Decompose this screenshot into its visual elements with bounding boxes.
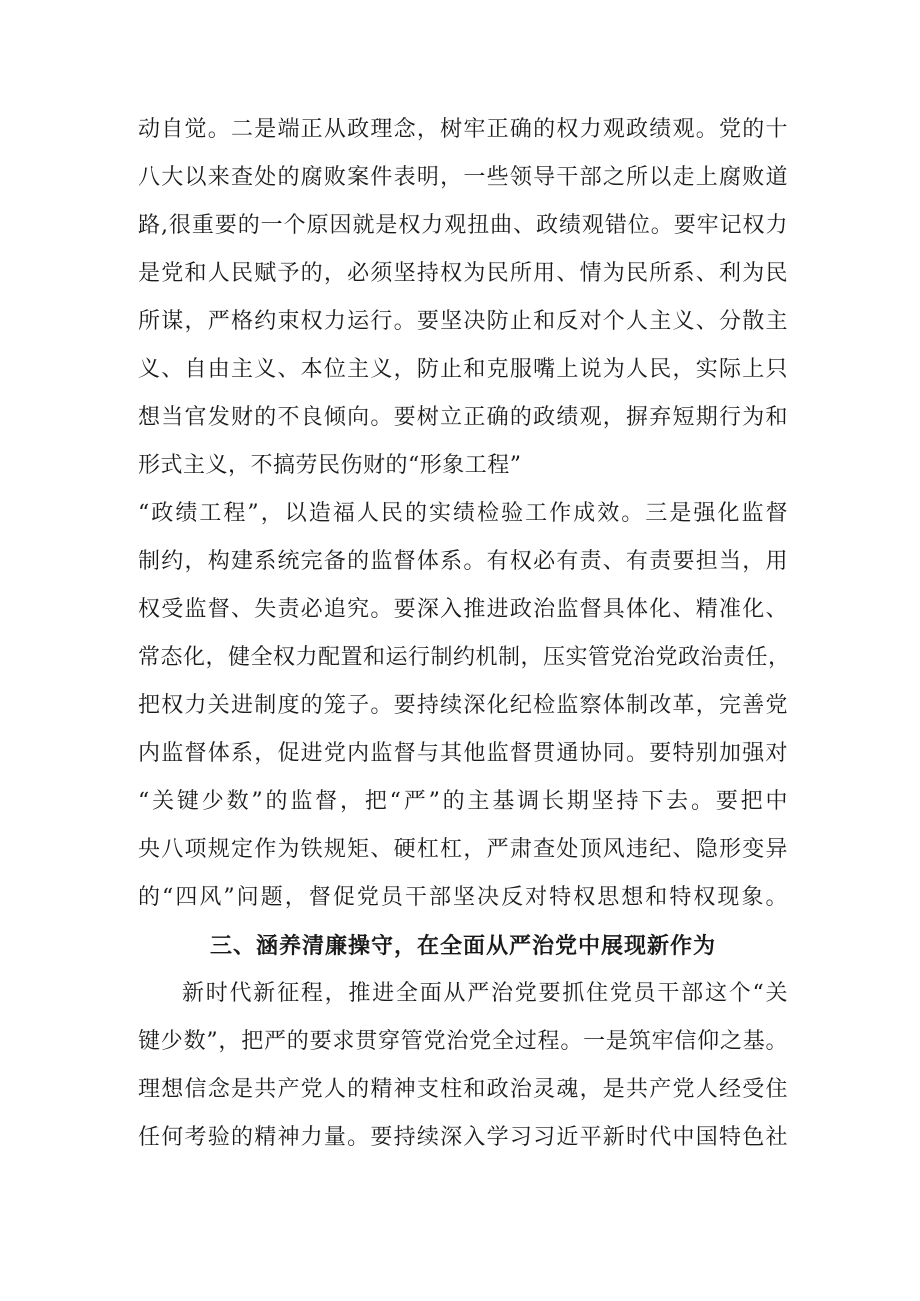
text-line: 把权力关进制度的笼子。要持续深化纪检监察体制改革，完善党 <box>138 693 788 718</box>
text-line: 路,很重要的一个原因就是权力观扭曲、政绩观错位。要牢记权力 <box>138 213 788 238</box>
text-line: 义、自由主义、本位主义，防止和克服嘴上说为人民，实际上只 <box>138 357 788 382</box>
text-line: 内监督体系，促进党内监督与其他监督贯通协同。要特别加强对 <box>138 741 788 766</box>
text-line: 制约，构建系统完备的监督体系。有权必有责、有责要担当，用 <box>138 549 788 574</box>
text-line: 新时代新征程，推进全面从严治党要抓住党员干部这个“关 <box>182 981 788 1006</box>
text-line: 是党和人民赋予的，必须坚持权为民所用、情为民所系、利为民 <box>138 261 788 286</box>
text-line: 任何考验的精神力量。要持续深入学习习近平新时代中国特色社 <box>138 1125 788 1150</box>
text-line: “政绩工程”，以造福人民的实绩检验工作成效。三是强化监督 <box>138 501 788 526</box>
text-line: 键少数”，把严的要求贯穿管党治党全过程。一是筑牢信仰之基。 <box>138 1029 788 1054</box>
text-line: 央八项规定作为铁规矩、硬杠杠，严肃查处顶风违纪、隐形变异 <box>138 837 788 862</box>
text-line: 的“四风”问题，督促党员干部坚决反对特权思想和特权现象。 <box>138 885 788 910</box>
text-line: 权受监督、失责必追究。要深入推进政治监督具体化、精准化、 <box>138 597 788 622</box>
text-line: 理想信念是共产党人的精神支柱和政治灵魂，是共产党人经受住 <box>138 1077 788 1102</box>
text-line: 动自觉。二是端正从政理念，树牢正确的权力观政绩观。党的十 <box>138 117 788 142</box>
text-line: 想当官发财的不良倾向。要树立正确的政绩观，摒弃短期行为和 <box>138 405 788 430</box>
text-line: 八大以来查处的腐败案件表明，一些领导干部之所以走上腐败道 <box>138 165 788 190</box>
section-heading: 三、涵养清廉操守，在全面从严治党中展现新作为 <box>209 933 716 959</box>
text-line: “关键少数”的监督，把“严”的主基调长期坚持下去。要把中 <box>138 789 788 814</box>
text-line: 所谋，严格约束权力运行。要坚决防止和反对个人主义、分散主 <box>138 309 788 334</box>
text-line: 常态化，健全权力配置和运行制约机制，压实管党治党政治责任， <box>138 645 791 670</box>
text-line: 形式主义，不搞劳民伤财的“形象工程” <box>138 453 522 478</box>
document-body <box>138 106 791 1162</box>
